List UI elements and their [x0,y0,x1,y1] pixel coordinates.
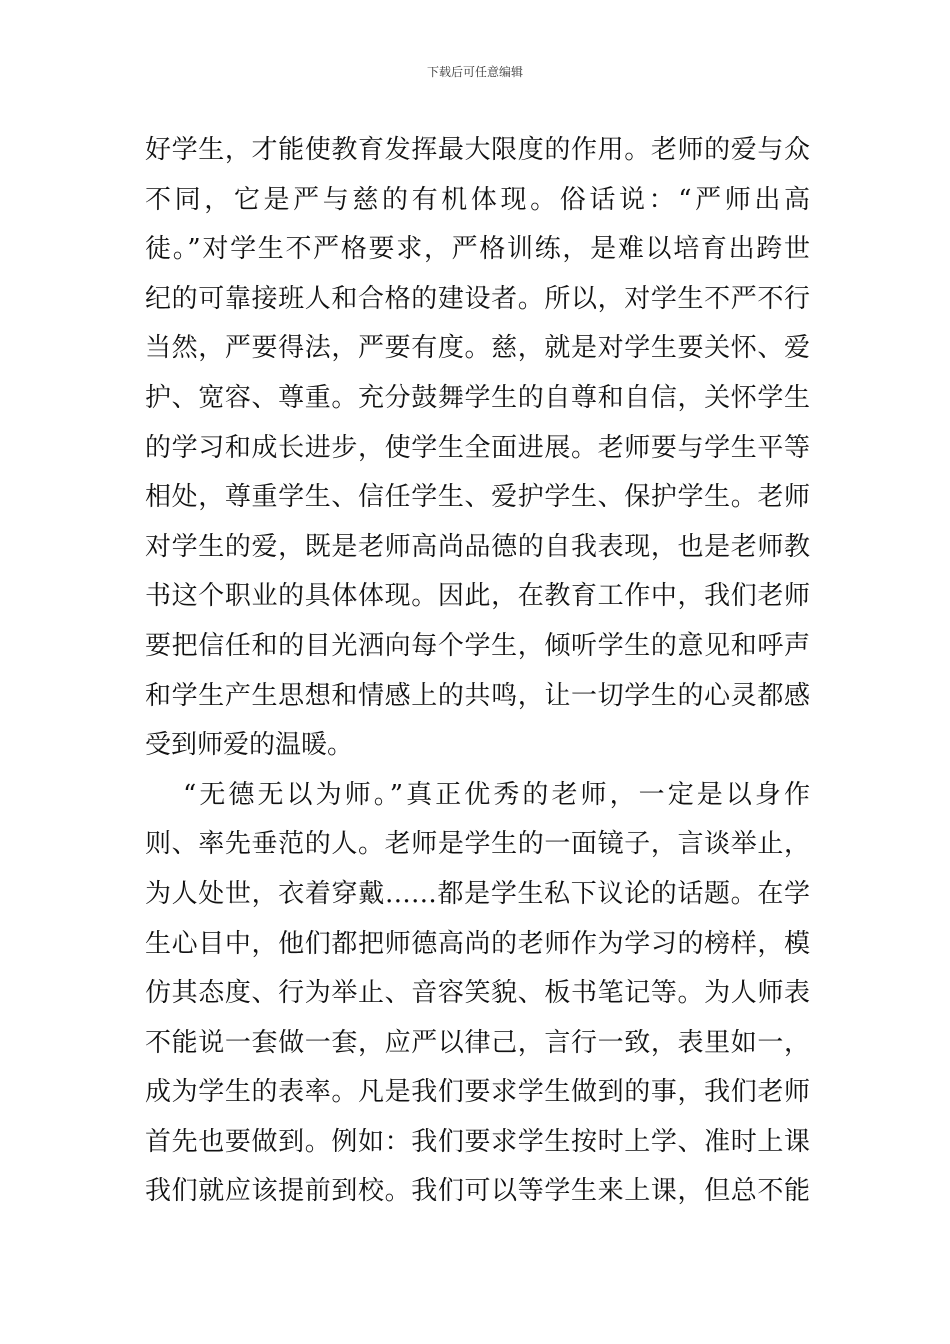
text-line: 成为学生的表率。凡是我们要求学生做到的事，我们老师 [145,1077,810,1108]
text-line: 好学生，才能使教育发挥最大限度的作用。老师的爱与众 [145,135,810,165]
text-line: 对学生的爱，既是老师高尚品德的自我表现，也是老师教 [145,531,810,562]
paragraph-2 [145,771,810,1217]
text-line: 当然，严要得法，严要有度。慈，就是对学生要关怀、爱 [145,333,810,364]
text-line: 相处，尊重学生、信任学生、爱护学生、保护学生。老师 [145,482,810,513]
text-line: 为人处世，衣着穿戴……都是学生私下议论的话题。在学 [145,878,810,909]
text-line: 护、宽容、尊重。充分鼓舞学生的自尊和自信，关怀学生 [145,382,810,413]
text-line: “无德无以为师。”真正优秀的老师，一定是以身作 [183,779,810,810]
text-line: 不能说一套做一套，应严以律己，言行一致，表里如一， [145,1027,810,1058]
text-line: 则、率先垂范的人。老师是学生的一面镜子，言谈举止， [145,829,810,860]
text-line: 我们就应该提前到校。我们可以等学生来上课，但总不能 [145,1176,810,1207]
text-line: 要把信任和的目光洒向每个学生，倾听学生的意见和呼声 [145,630,810,661]
text-line: 受到师爱的温暖。 [145,730,354,761]
document-body [145,126,810,1217]
paragraph-1 [145,126,810,771]
text-line: 生心目中，他们都把师德高尚的老师作为学习的榜样，模 [145,928,810,959]
page-header: 下载后可任意编辑 [426,65,523,79]
text-line: 书这个职业的具体体现。因此，在教育工作中，我们老师 [145,581,810,612]
text-line: 不同，它是严与慈的有机体现。俗话说：“严师出高 [145,184,810,215]
text-line: 仿其态度、行为举止、音容笑貌、板书笔记等。为人师表 [145,978,810,1009]
text-line: 首先也要做到。例如：我们要求学生按时上学、准时上课 [145,1126,810,1157]
text-line: 和学生产生思想和情感上的共鸣，让一切学生的心灵都感 [145,680,810,711]
text-line: 的学习和成长进步，使学生全面进展。老师要与学生平等 [145,432,810,463]
text-line: 徒。”对学生不严格要求，严格训练，是难以培育出跨世 [145,234,810,265]
text-line: 纪的可靠接班人和合格的建设者。所以，对学生不严不行 [145,283,810,314]
